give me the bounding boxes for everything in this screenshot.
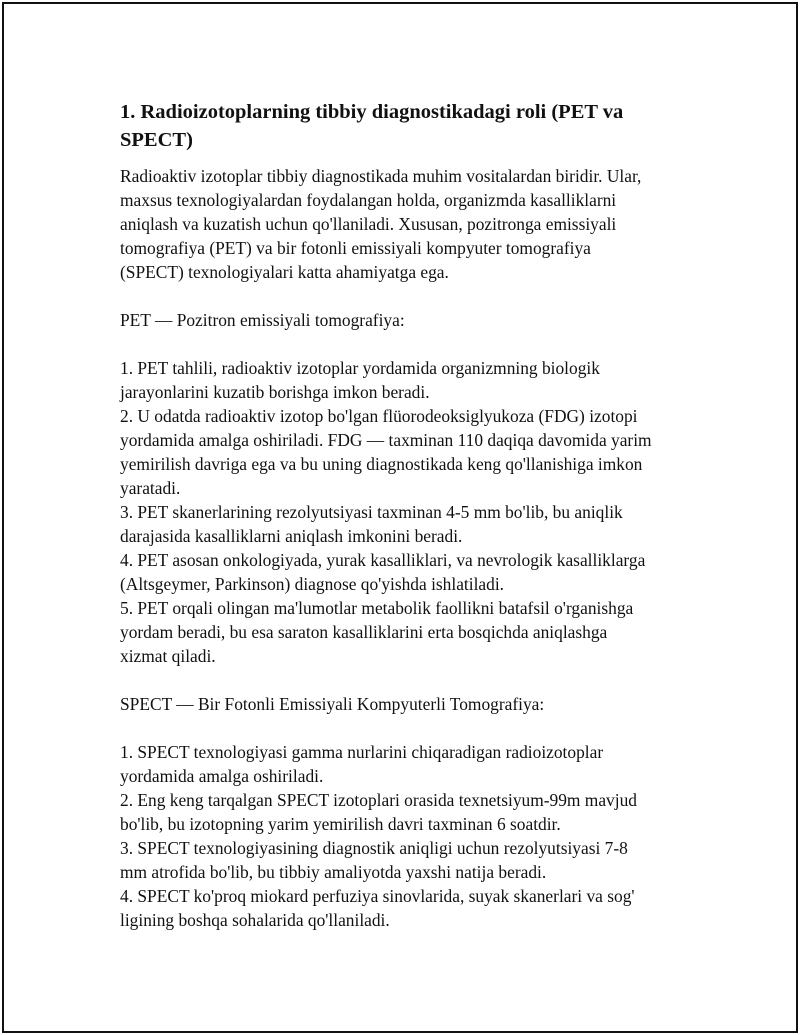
text-line: 2. U odatda radioaktiv izotop bo'lgan flüorodeoksiglyukoza (FDG) izotopi xyxy=(120,406,638,426)
text-line: yemirilish davriga ega va bu uning diagnostikada keng qo'llanishiga imkon xyxy=(120,454,643,474)
text-line: mm atrofida bo'lib, bu tibbiy amaliyotda yaxshi natija beradi. xyxy=(120,862,547,882)
text-line: xizmat qiladi. xyxy=(120,646,216,666)
paragraph-gap xyxy=(120,284,700,308)
page-frame xyxy=(2,2,798,1033)
text-line: Radioaktiv izotoplar tibbiy diagnostikada muhim vositalardan biridir. Ular, xyxy=(120,166,642,186)
spect-list xyxy=(120,740,700,932)
text-line: yordam beradi, bu esa saraton kasalliklarini erta bosqichda aniqlashga xyxy=(120,622,608,642)
text-line: darajasida kasalliklarni aniqlash imkonini beradi. xyxy=(120,526,463,546)
paragraph-gap xyxy=(120,668,700,692)
paragraph-gap xyxy=(120,716,700,740)
title-line: 1. Radioizotoplarning tibbiy diagnostikadagi roli (PET va xyxy=(120,101,624,123)
paragraph-gap xyxy=(120,332,700,356)
document-body xyxy=(120,98,700,932)
text-line: 3. SPECT texnologiyasining diagnostik aniqligi uchun rezolyutsiyasi 7-8 xyxy=(120,838,628,858)
text-line: 3. PET skanerlarining rezolyutsiyasi taxminan 4-5 mm bo'lib, bu aniqlik xyxy=(120,502,623,522)
text-line: 2. Eng keng tarqalgan SPECT izotoplari orasida texnetsiyum-99m mavjud xyxy=(120,790,637,810)
text-line: 4. PET asosan onkologiyada, yurak kasalliklari, va nevrologik kasalliklarga xyxy=(120,550,646,570)
intro-paragraph xyxy=(120,164,700,284)
pet-list xyxy=(120,356,700,668)
spect-heading: SPECT — Bir Fotonli Emissiyali Kompyuterli Tomografiya: xyxy=(120,694,545,714)
text-line: yordamida amalga oshiriladi. xyxy=(120,766,324,786)
text-line: jarayonlarini kuzatib borishga imkon beradi. xyxy=(120,382,430,402)
text-line: yaratadi. xyxy=(120,478,181,498)
text-line: maxsus texnologiyalardan foydalangan holda, organizmda kasalliklarni xyxy=(120,190,617,210)
text-line: 1. PET tahlili, radioaktiv izotoplar yordamida organizmning biologik xyxy=(120,358,600,378)
text-line: (SPECT) texnologiyalari katta ahamiyatga ega. xyxy=(120,262,449,282)
text-line: 4. SPECT ko'proq miokard perfuziya sinovlarida, suyak skanerlari va sog' xyxy=(120,886,635,906)
document-title xyxy=(120,98,700,154)
text-line: aniqlash va kuzatish uchun qo'llaniladi. Xususan, pozitronga emissiyali xyxy=(120,214,617,234)
text-line: ligining boshqa sohalarida qo'llaniladi. xyxy=(120,910,390,930)
title-line: SPECT) xyxy=(120,129,193,151)
text-line: 5. PET orqali olingan ma'lumotlar metabolik faollikni batafsil o'rganishga xyxy=(120,598,634,618)
text-line: bo'lib, bu izotopning yarim yemirilish davri taxminan 6 soatdir. xyxy=(120,814,561,834)
text-line: tomografiya (PET) va bir fotonli emissiyali kompyuter tomografiya xyxy=(120,238,591,258)
text-line: 1. SPECT texnologiyasi gamma nurlarini chiqaradigan radioizotoplar xyxy=(120,742,604,762)
text-line: yordamida amalga oshiriladi. FDG — taxminan 110 daqiqa davomida yarim xyxy=(120,430,652,450)
text-line: (Altsgeymer, Parkinson) diagnose qo'yishda ishlatiladi. xyxy=(120,574,505,594)
pet-heading: PET — Pozitron emissiyali tomografiya: xyxy=(120,310,405,330)
